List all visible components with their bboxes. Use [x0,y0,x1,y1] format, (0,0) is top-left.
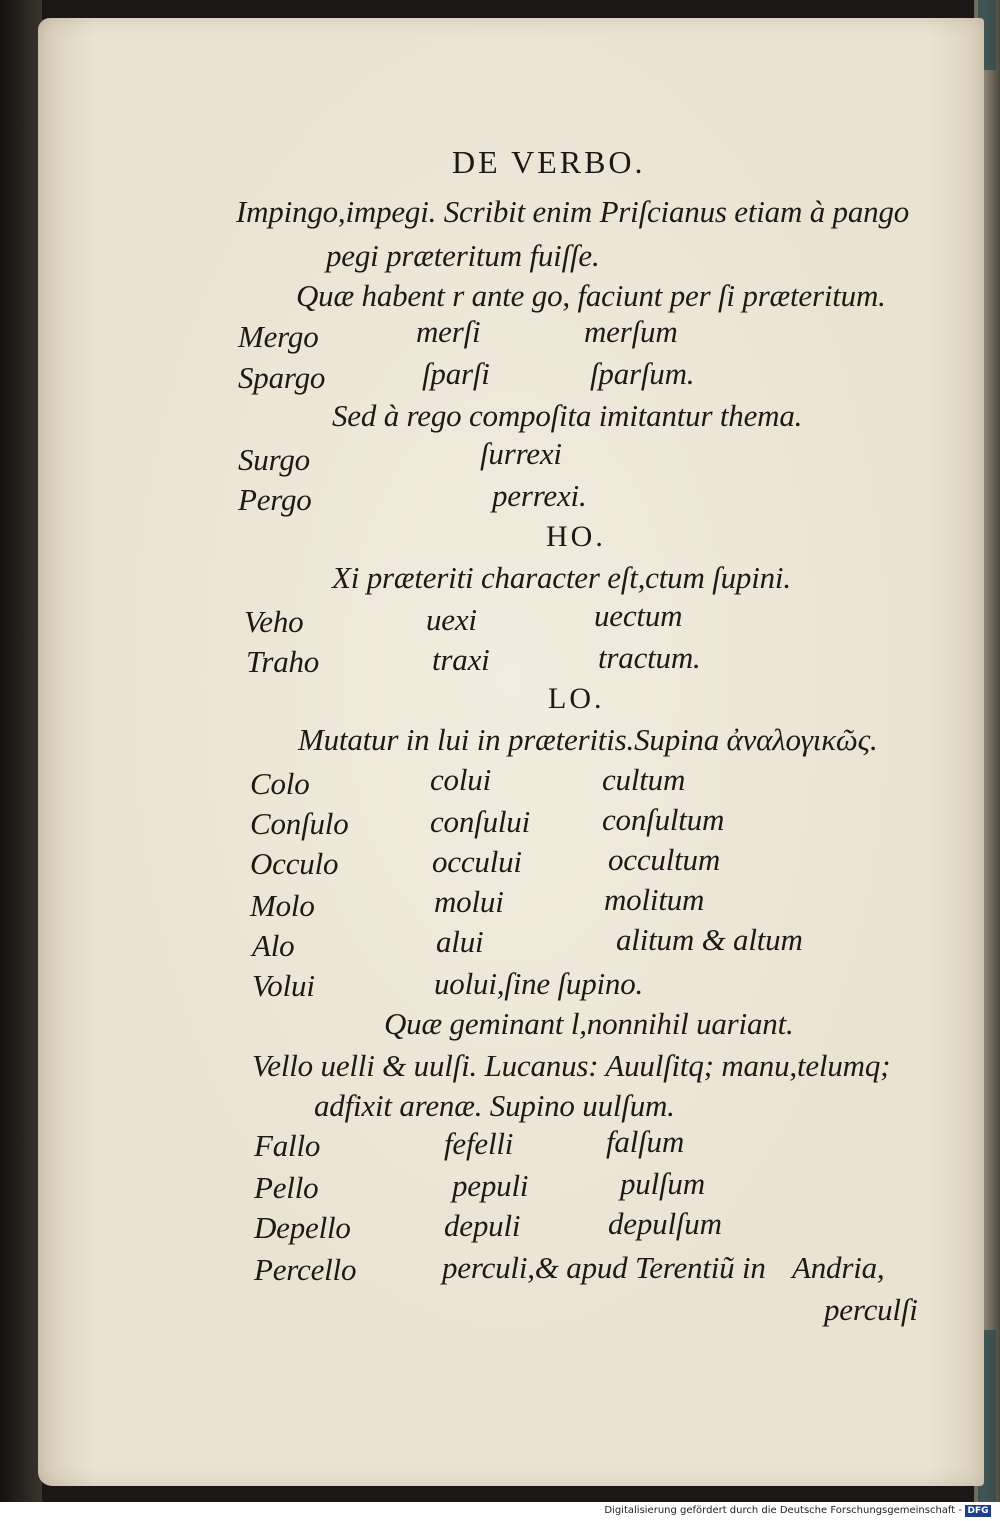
text-line: Sed à rego compoſita imitantur thema. [332,398,803,433]
headword: Spargo [238,360,326,395]
supine: falſum [606,1124,685,1159]
funding-credit: Digitalisierung gefördert durch die Deutsche Forschungsgemeinschaft - [604,1505,962,1516]
supine: alitum & altum [616,922,803,957]
headword: Colo [250,766,310,801]
headword: Percello [254,1252,357,1287]
preterite: colui [430,762,491,797]
supine: occultum [608,842,721,877]
book-binding [0,0,42,1502]
preterite: merſi [416,314,481,349]
preterite: fefelli [444,1126,514,1161]
text-line: Mutatur in lui in præteritis.Supina ἀναλογικῶς. [298,722,878,757]
headword: Pergo [238,482,312,517]
preterite: occului [432,844,522,879]
preterite: alui [436,924,484,959]
preterite: conſului [430,804,530,839]
headword: Traho [246,644,320,679]
headword: Conſulo [250,806,349,841]
headword: Veho [244,604,304,639]
text-line: Quæ geminant l,nonnihil uariant. [384,1006,794,1041]
supine: tractum. [598,640,701,675]
preterite: uolui,ſine ſupino. [434,966,644,1001]
headword: Molo [250,888,315,923]
headword: Depello [254,1210,351,1245]
preterite: molui [434,884,504,919]
dfg-logo-icon: DFG [965,1505,991,1517]
supine: merſum [584,314,678,349]
supine: Andria, [792,1250,885,1285]
supine: molitum [604,882,705,917]
preterite: traxi [432,642,490,677]
catchword: perculſi [824,1292,918,1327]
section-heading: LO. [548,682,605,715]
preterite: perculi,& apud Terentiũ in [442,1250,766,1285]
preterite: depuli [444,1208,521,1243]
supine: ſparſum. [590,356,695,391]
headword: Mergo [238,319,319,354]
headword: Occulo [250,846,339,881]
preterite: uexi [426,602,477,637]
supine: pulſum [620,1166,705,1201]
supine: cultum [602,762,686,797]
text-line: Quæ habent r ante go, faciunt per ſi præteritum. [296,278,886,313]
text-line: Vello uelli & uulſi. Lucanus: Auulſitq; manu,telumq; [252,1048,891,1083]
book-page [38,18,984,1486]
preterite: pepuli [452,1168,529,1203]
headword: Pello [254,1170,319,1205]
section-heading: HO. [546,520,606,553]
text-line: Xi præteriti character eſt,ctum ſupini. [332,560,791,595]
text-line: Impingo,impegi. Scribit enim Priſcianus etiam à pango [236,194,910,229]
supine: conſultum [602,802,725,837]
headword: Alo [252,928,295,963]
supine: depulſum [608,1206,722,1241]
headword: Volui [252,968,315,1003]
text-line: pegi præteritum fuiſſe. [326,238,600,273]
preterite: perrexi. [492,478,587,513]
running-header: DE VERBO. [452,144,646,180]
supine: uectum [594,598,683,633]
headword: Surgo [238,442,310,477]
preterite: ſurrexi [480,436,562,471]
footer-bar [0,1502,1000,1521]
preterite: ſparſi [422,356,490,391]
headword: Fallo [254,1128,321,1163]
text-line: adfixit arenæ. Supino uulſum. [314,1088,675,1123]
